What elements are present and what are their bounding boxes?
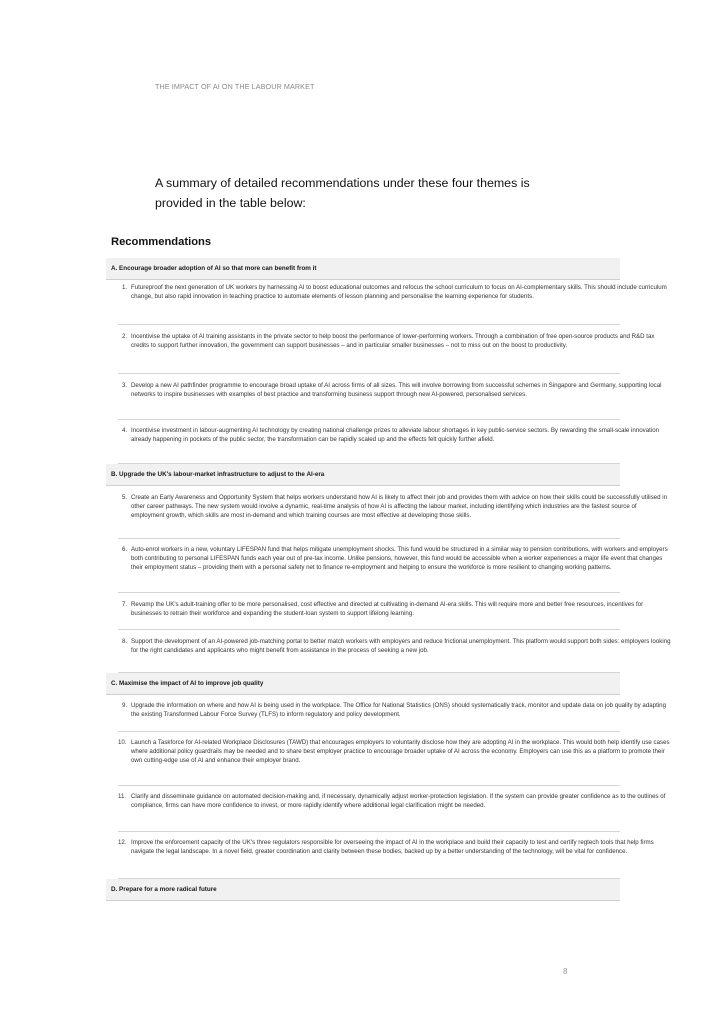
recommendation-number: 2. [122,333,128,340]
recommendation-number: 9. [122,702,128,709]
recommendation-10 [118,732,670,786]
recommendation-text: Revamp the UK's adult-training offer to be more personalised, cost effective and directed at cultivating in-demand AI-era skills. This will require more and better free resources, incentives for businesses to retrain their workforce and expanding the student-loan system to support lifelong learning. [131,601,644,617]
theme-b-heading: B. Upgrade the UK's labour-market infrastructure to adjust to the AI-era [106,464,620,486]
recommendation-1 [118,280,667,325]
recommendation-number: 8. [122,638,128,645]
recommendation-number: 12. [118,839,127,846]
recommendation-text: Create an Early Awareness and Opportunity System that helps workers understand how AI is likely to affect their job and provides them with advice on how their skills could be successfully utilised in other career pathways. The new system would involve a dynamic, real-time analysis of how AI is affecting the labour market, including identifying which industries are the fastest source of employment growth, which skills are most in-demand and which training courses are most effective at developing those skills. [131,494,667,519]
recommendation-number: 11. [118,793,127,800]
recommendation-text: Auto-enrol workers in a new, voluntary LIFESPAN fund that helps mitigate unemployment shocks. This fund would be structured in a similar way to pension contributions, with workers and employers both contributing to personal LIFESPAN funds each year out of pre-tax income. Unlike pensions, however, this fund would be accessible when a worker experiences a major life event that changes their employment status – providing them with a personal safety net to finance re-employment and helping to ensure the workforce is more resilient to changing working patterns. [131,546,668,571]
theme-c-heading: C. Maximise the impact of AI to improve job quality [106,673,620,695]
page-number: 8 [563,967,568,976]
recommendation-text: Launch a Taskforce for AI-related Workplace Disclosures (TAWD) that encourages employers to voluntarily disclose how they are adopting AI in the workplace. This would both help identify use cases where additional policy guardrails may be needed and to share best employer practice to encourage broader uptake of AI across the economy. Employers can use this as a platform to promote their own cutting-edge use of AI and enhance their employer brand. [131,739,670,764]
recommendation-text: Futureproof the next generation of UK workers by harnessing AI to boost educational outcomes and refocus the school curriculum to focus on AI-complementary skills. This should include curriculum change, but also rapid innovation in teaching practice to automate elements of lesson planning and personalise the learning experience for students. [131,284,667,300]
recommendation-9 [118,695,666,732]
running-header: THE IMPACT OF AI ON THE LABOUR MARKET [155,82,315,91]
recommendation-4 [118,420,660,464]
recommendation-number: 3. [122,382,128,389]
recommendation-text: Support the development of an AI-powered job-matching portal to better match workers with employers and reduce frictional unemployment. This platform would support both sides: employers looking for the right candidates and applicants who might benefit from assistance in the process of seeking a new job. [131,638,671,654]
recommendation-number: 5. [122,494,128,501]
recommendation-number: 1. [122,284,128,291]
recommendation-11 [118,786,666,832]
recommendation-8 [118,630,671,673]
recommendation-text: Develop a new AI pathfinder programme to encourage broad uptake of AI across firms of all sizes. This will involve borrowing from successful schemes in Singapore and Germany, supporting local networks to inspire businesses with examples of best practice and transforming business support through new AI-powered, personalised services. [131,382,662,398]
recommendations-title: Recommendations [111,236,212,248]
recommendation-text: Clarify and disseminate guidance on automated decision-making and, if necessary, dynamically adjust worker-protection legislation. If the system can provide greater confidence as to the outlines of compliance, firms can have more confidence to invest, or more rapidly identify where additional legal clarification might be needed. [131,793,666,809]
recommendation-text: Incentivise investment in labour-augmenting AI technology by creating national challenge prizes to alleviate labour shortages in key public-service sectors. By rewarding the small-scale innovation already happening in pockets of the public sector, the transformation can be rapidly scaled up and the effects felt quickly further afield. [131,427,660,443]
recommendation-number: 6. [122,546,128,553]
recommendation-2 [118,325,655,374]
recommendation-7 [118,593,644,630]
recommendation-text: Upgrade the information on where and how AI is being used in the workplace. The Office for National Statistics (ONS) should systematically track, monitor and update data on job quality by adapting the existing Transformed Labour Force Survey (TLFS) to inform regulatory and policy development. [131,702,666,718]
recommendation-number: 4. [122,427,128,434]
theme-d-heading: D. Prepare for a more radical future [106,879,620,901]
recommendations-table [106,258,671,893]
recommendation-number: 10. [118,739,127,746]
recommendation-text: Improve the enforcement capacity of the UK's three regulators responsible for overseeing the impact of AI in the workplace and build their capacity to test and certify regtech tools that help firms navigate the legal landscape. In a novel field, greater coordination and clarity between these bodies, backed up by a better understanding of the technology, will be vital for confidence. [131,839,654,855]
recommendation-6 [118,539,668,593]
recommendation-3 [118,374,662,420]
recommendation-number: 7. [122,601,128,608]
theme-a-heading: A. Encourage broader adoption of AI so that more can benefit from it [106,258,620,280]
recommendation-12 [118,832,654,879]
recommendation-5 [118,486,667,539]
intro-paragraph: A summary of detailed recommendations under these four themes is provided in the table below: [155,176,530,210]
recommendation-text: Incentivise the uptake of AI training assistants in the private sector to help boost the performance of lower-performing workers. Through a combination of free open-source products and R&D tax credits to support further innovation, the government can support businesses – and in particular smaller businesses – not to miss out on the boost to productivity. [131,333,655,349]
